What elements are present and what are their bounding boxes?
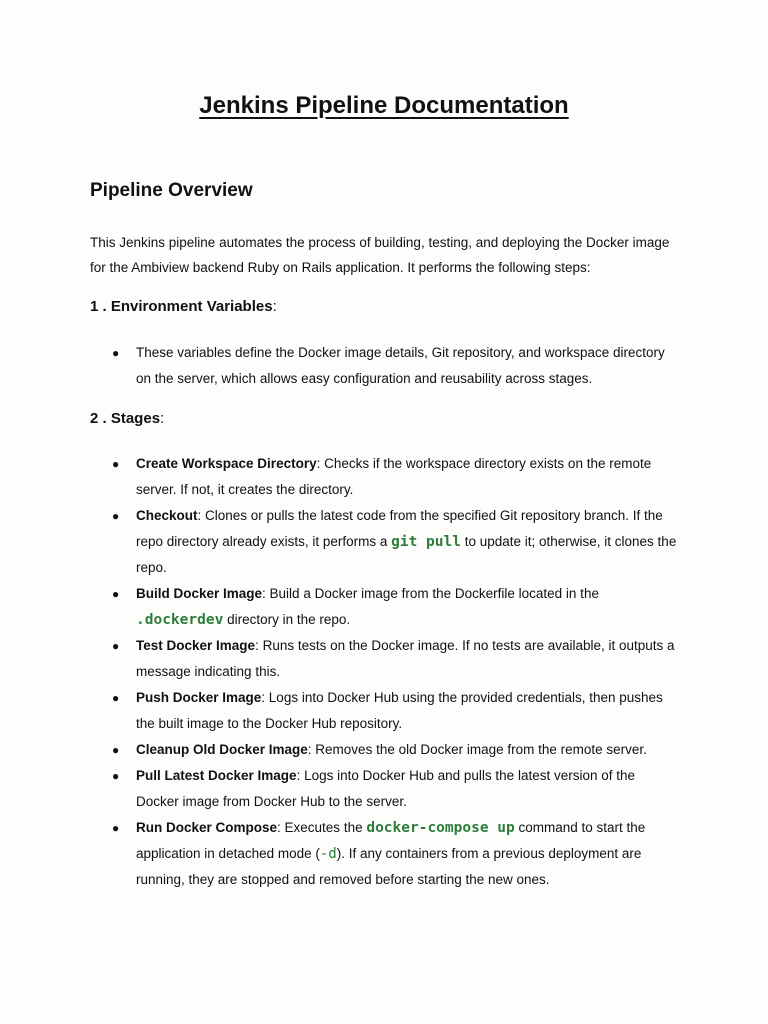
- stage-text: : Logs into Docker Hub using the provided credentials, then pushes the built image to the Docker Hub repository.: [136, 690, 663, 731]
- stage-term: Run Docker Compose: [136, 820, 278, 835]
- stage-term: Pull Latest Docker Image: [136, 768, 297, 783]
- list-item: [90, 451, 680, 503]
- stage-text: : Runs tests on the Docker image. If no tests are available, it outputs a message indicating this.: [136, 638, 675, 679]
- stage-term: Checkout: [136, 508, 198, 523]
- stage-text: ). If any containers from a previous deployment are running, they are stopped and removed before starting the new ones.: [136, 846, 642, 887]
- stage-term: Build Docker Image: [136, 586, 263, 601]
- stages-list: [90, 451, 680, 893]
- stage-text: : Checks if the workspace directory exists on the remote server. If not, it creates the directory.: [136, 456, 652, 497]
- list-item: [90, 503, 680, 581]
- inline-code: -d: [319, 846, 337, 862]
- bullet-icon: ●: [112, 587, 120, 601]
- list-item: [90, 633, 680, 685]
- bullet-icon: ●: [112, 769, 120, 783]
- list-item-text: These variables define the Docker image details, Git repository, and workspace directory on the server, which allows easy configuration and reusability across stages.: [136, 345, 665, 386]
- list-item: [90, 737, 680, 763]
- stage-text: to update it; otherwise, it clones the repo.: [136, 534, 677, 575]
- section-label: 1 . Environment Variables: [90, 298, 273, 315]
- section-colon: :: [160, 410, 165, 427]
- stage-text: : Build a Docker image from the Dockerfile located in the: [262, 586, 599, 601]
- stage-term: Cleanup Old Docker Image: [136, 742, 308, 757]
- stage-text: directory in the repo.: [223, 612, 351, 627]
- section-heading-env: [90, 298, 277, 315]
- section-heading-overview: Pipeline Overview: [90, 180, 253, 201]
- list-item: [90, 815, 680, 893]
- bullet-icon: ●: [112, 639, 120, 653]
- bullet-icon: ●: [112, 743, 120, 757]
- list-item: [90, 581, 680, 633]
- inline-code: git pull: [391, 534, 461, 550]
- section-heading-stages: [90, 410, 164, 427]
- bullet-icon: ●: [112, 457, 120, 471]
- bullet-icon: ●: [112, 821, 120, 835]
- section-colon: :: [272, 298, 277, 315]
- stage-text: : Clones or pulls the latest code from the specified Git repository branch. If the repo directory already exists, it performs a: [136, 508, 663, 549]
- stage-term: Create Workspace Directory: [136, 456, 317, 471]
- stage-text: : Removes the old Docker image from the remote server.: [307, 742, 647, 757]
- bullet-icon: ●: [112, 509, 120, 523]
- list-item: [90, 763, 680, 815]
- stage-text: command to start the application in detached mode (: [136, 820, 646, 861]
- intro-paragraph: This Jenkins pipeline automates the process of building, testing, and deploying the Docker image for the Ambiview backend Ruby on Rails application. It performs the following steps:: [90, 235, 670, 275]
- inline-code: docker-compose up: [366, 820, 515, 836]
- list-item: [90, 685, 680, 737]
- stage-text: : Logs into Docker Hub and pulls the latest version of the Docker image from Docker Hub to the server.: [136, 768, 636, 809]
- stage-text: : Executes the: [277, 820, 367, 835]
- stage-term: Push Docker Image: [136, 690, 262, 705]
- inline-code: .dockerdev: [136, 612, 224, 628]
- bullet-icon: ●: [112, 691, 120, 705]
- section-label: 2 . Stages: [90, 410, 161, 427]
- list-item: [90, 340, 680, 392]
- bullet-icon: ●: [112, 346, 120, 360]
- document-title: Jenkins Pipeline Documentation: [199, 92, 569, 119]
- stage-term: Test Docker Image: [136, 638, 256, 653]
- env-list: [90, 340, 680, 392]
